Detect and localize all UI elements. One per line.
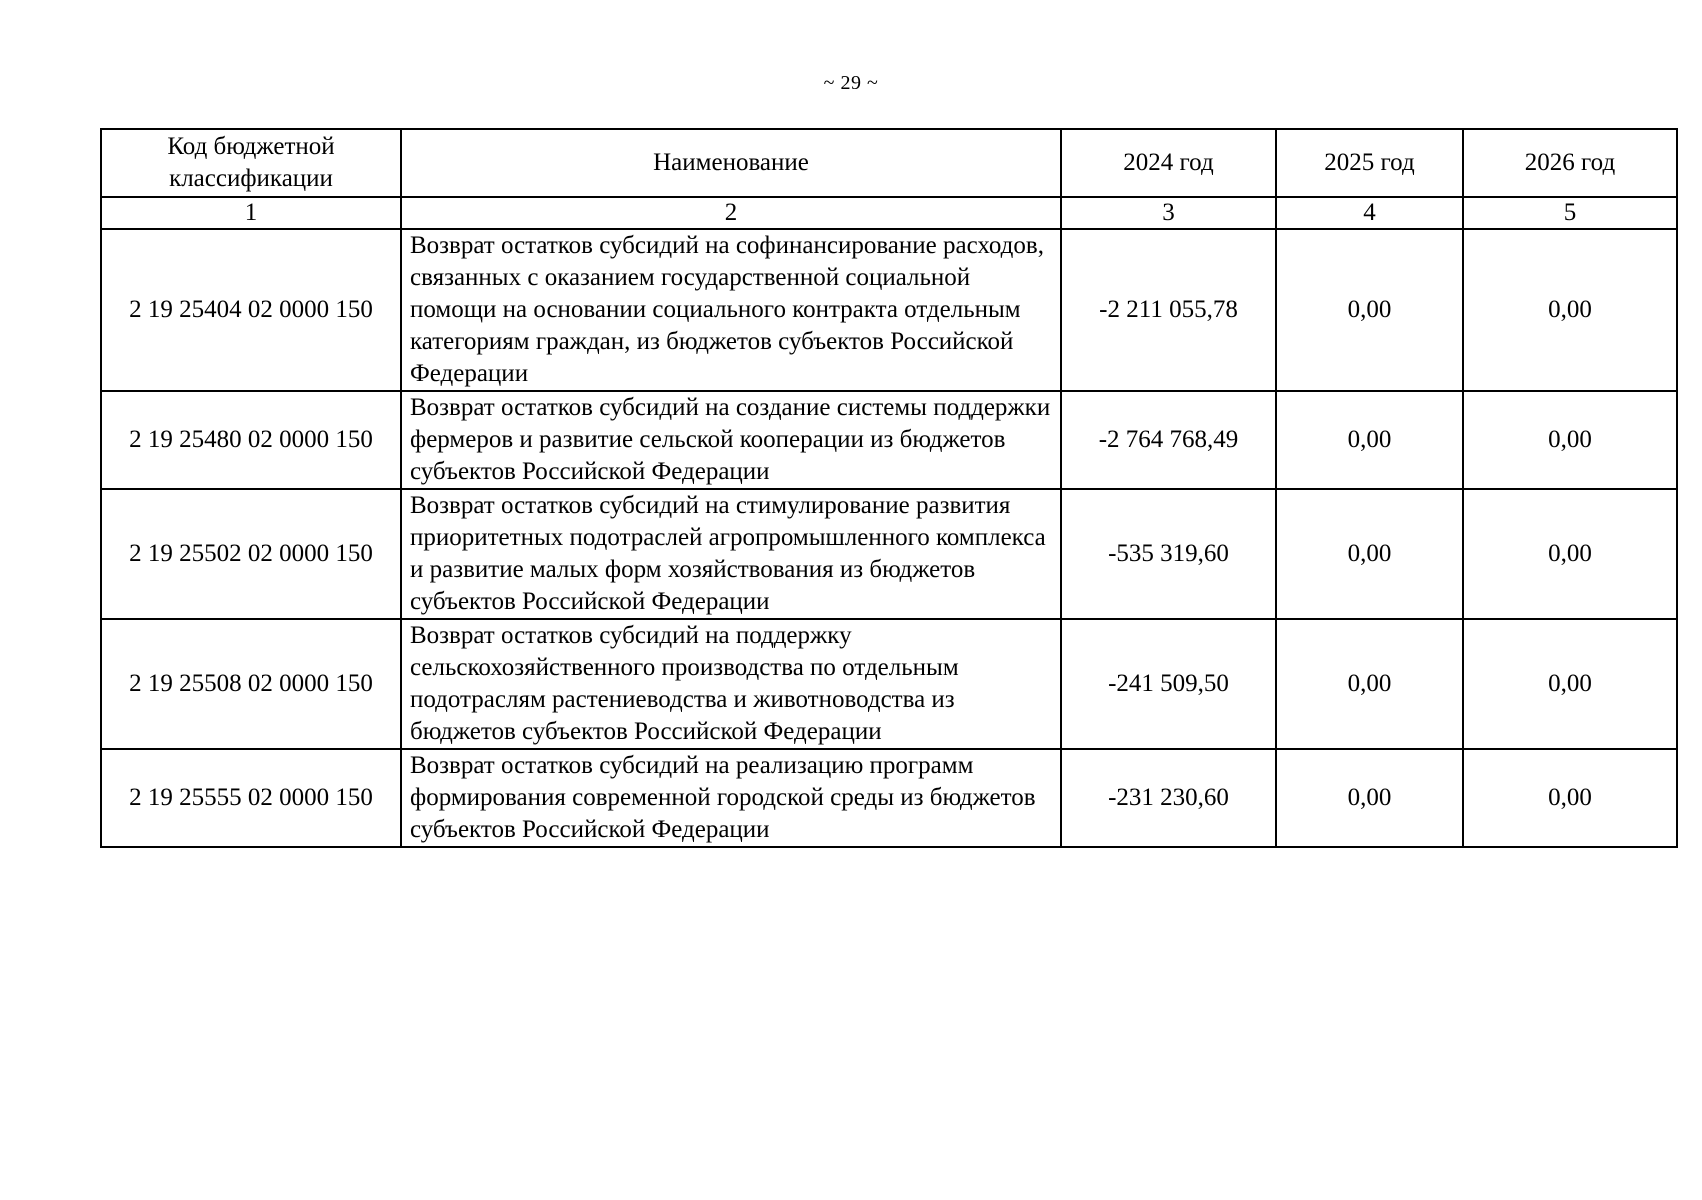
table-row: [101, 619, 1677, 749]
row-value-2025: 0,00: [1276, 391, 1463, 489]
row-value-2025: 0,00: [1276, 749, 1463, 847]
row-name: Возврат остатков субсидий на софинансирование расходов, связанных с оказанием государственной социальной помощи на основании социального контракта отдельным категориям граждан, из бюджетов субъектов Российской Федерации: [401, 229, 1061, 391]
row-value-2026: 0,00: [1463, 749, 1677, 847]
column-number: 4: [1276, 197, 1463, 229]
header-2026: 2026 год: [1463, 129, 1677, 197]
row-value-2026: 0,00: [1463, 489, 1677, 619]
row-code: 2 19 25502 02 0000 150: [101, 489, 401, 619]
column-number: 2: [401, 197, 1061, 229]
row-value-2026: 0,00: [1463, 391, 1677, 489]
row-code: 2 19 25508 02 0000 150: [101, 619, 401, 749]
row-value-2025: 0,00: [1276, 619, 1463, 749]
row-value-2024: -535 319,60: [1061, 489, 1276, 619]
header-2025: 2025 год: [1276, 129, 1463, 197]
row-code: 2 19 25404 02 0000 150: [101, 229, 401, 391]
row-name: Возврат остатков субсидий на стимулирование развития приоритетных подотраслей агропромышленного комплекса и развитие малых форм хозяйствования из бюджетов субъектов Российской Федерации: [401, 489, 1061, 619]
column-number: 5: [1463, 197, 1677, 229]
header-code: Код бюджетной классификации: [101, 129, 401, 197]
row-name: Возврат остатков субсидий на создание системы поддержки фермеров и развитие сельской кооперации из бюджетов субъектов Российской Федерации: [401, 391, 1061, 489]
row-name: Возврат остатков субсидий на реализацию программ формирования современной городской среды из бюджетов субъектов Российской Федерации: [401, 749, 1061, 847]
row-value-2026: 0,00: [1463, 229, 1677, 391]
row-value-2025: 0,00: [1276, 489, 1463, 619]
row-code: 2 19 25555 02 0000 150: [101, 749, 401, 847]
table-row: [101, 749, 1677, 847]
budget-table: [100, 128, 1678, 848]
row-name: Возврат остатков субсидий на поддержку сельскохозяйственного производства по отдельным подотраслям растениеводства и животноводства из бюджетов субъектов Российской Федерации: [401, 619, 1061, 749]
row-value-2024: -241 509,50: [1061, 619, 1276, 749]
table-row: [101, 391, 1677, 489]
table-row: [101, 489, 1677, 619]
header-2024: 2024 год: [1061, 129, 1276, 197]
row-value-2024: -2 211 055,78: [1061, 229, 1276, 391]
table-header-row: [101, 129, 1677, 197]
row-value-2026: 0,00: [1463, 619, 1677, 749]
row-value-2025: 0,00: [1276, 229, 1463, 391]
column-number: 1: [101, 197, 401, 229]
column-number-row: [101, 197, 1677, 229]
row-code: 2 19 25480 02 0000 150: [101, 391, 401, 489]
column-number: 3: [1061, 197, 1276, 229]
header-name: Наименование: [401, 129, 1061, 197]
row-value-2024: -2 764 768,49: [1061, 391, 1276, 489]
table-row: [101, 229, 1677, 391]
row-value-2024: -231 230,60: [1061, 749, 1276, 847]
page-number: ~ 29 ~: [823, 72, 879, 94]
